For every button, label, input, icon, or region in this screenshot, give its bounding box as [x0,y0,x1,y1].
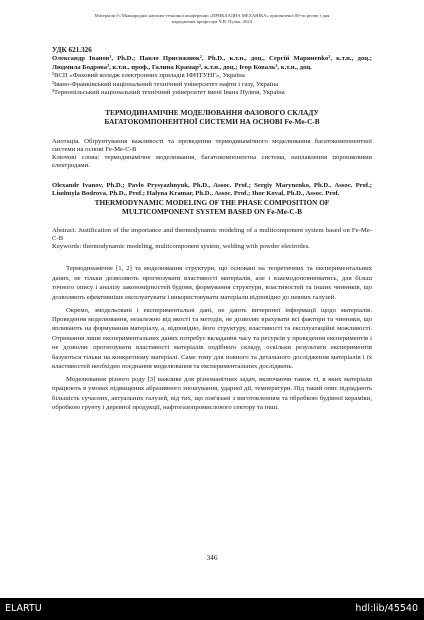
title-en-line-2: MULTICOMPONENT SYSTEM BASED ON Fe-Me-C-B [122,206,302,216]
title-ukrainian [52,109,372,127]
footer-bar [0,598,424,620]
body-text [52,264,372,412]
repository-name: ELARTU [5,603,42,614]
authors-english: Olexandr Ivanov, Ph.D.; Pavlo Prysyazhnyuk, Ph.D., Assoc. Prof.; Sergiy Marynenko, Ph.D., Assoc. Prof.; Liudmyla Bodrova, Ph.D., Prof.; Halyna Kramar, Ph.D., Assoc. Prof.; Ihor Koval, Ph.D., Assoc. Prof. [52,181,372,198]
abstract-ukrainian: Анотація. Обґрунтування важливості та проведення термодинамічного моделювання багатокомпонентної системи на основі Fe-Me-C-B [52,137,372,153]
handle-identifier: hdl:lib/45540 [355,603,418,614]
title-ua-line-1: ТЕРМОДИНАМІЧНЕ МОДЕЛЮВАННЯ ФАЗОВОГО СКЛАДУ [105,107,319,117]
page-number: 346 [206,553,218,562]
affiliation-1: ¹ВСП «Фаховий коледж електронних приладів ІФНТУНГ», Україна [52,72,245,80]
body-paragraph-3: Моделювання різного роду [3] важливе для різноманітних задач, включаючи також ті, в яких матеріали працюють в умовах підвищених абразивного зношування, ударної дії, температури. Під такий опис підпадають більшість сучасних, актуальних галузей, від тих, що пов'язані з виготовленням та обробкою будівної кераміки, обробкою грунту і деревної продукції, нафтогазопромислового сектору та інші. [52,376,372,412]
header-line-1: Матеріали I-і Міжнародної науково-технічної конференції «ПРИКЛАДНА МЕХАНІКА» присвяченої 80-ти річчю з дня [94,13,330,18]
keywords-ukrainian: Ключові слова: термодинамічне моделювання, багатокомпонентна система, наплавлення порошковими електродами. [52,154,372,170]
title-english [52,199,372,217]
affiliation-2: ²Івано-Франківський національний технічний університет нафти і газу, Україна [52,80,279,88]
body-paragraph-2: Окремо, змодельовані і експериментальні дані, не дають вичерпної інформації щодо матеріалів. Проведення моделювання, незалежно від якості та методів, не дозволяє врахувати всі фактори та чинники, що впливають на формування матеріалу, а, відповідно, його структуру, властивості та експлуатаційні можливості. Отримання лише експериментальних даних потребує вкладання часу та ресурсів у проведення експериментів і не дозволяє прогнозувати властивості матеріалів подібного складу, оскільки результати експериментів базуються тільки на конкретному матеріалі. Саме тому для повного та детального дослідження матеріалів і їх властивостей необхідно поєднання моделювання та експериментальних досліджень. [52,306,372,371]
title-ua-line-2: БАГАТОКОМПОНЕНТНОЇ СИСТЕМИ НА ОСНОВІ Fe-Me-C-B [104,116,320,126]
article-content [52,46,372,416]
udk-code: УДК 621.326 [52,46,92,54]
title-en-line-1: THERMODYNAMIC MODELING OF THE PHASE COMPOSITION OF [94,197,330,207]
abstract-english: Abstract. Justification of the importance and thermodynamic modeling of a multicomponent system based on Fe-Me-C-B [52,226,372,242]
conference-header [44,13,380,24]
authors-ukrainian: Олександр Іванов¹, Ph.D.; Павло Присяжнюк², Ph.D., к.т.н., доц., Сергій Маринenko³, к.т.н., доц.; Людмила Бодрова³, к.т.н., проф., Галина Крамар³, к.т.н., доц.; Ігор Коваль³, к.т.н., доц. [52,55,372,71]
header-line-2: народження професора Ч.В. Пулки, 2024 [171,18,252,24]
affiliation-3: ³Тернопільський національний технічний університет імені Івана Пулюя, Україна [52,89,285,97]
body-paragraph-1: Термодинамічне [1, 2] та моделювання структури, що основані на теоретичних та експериментальних даних, не тільки дозволяють прогнозувати властивості матеріалів, але і взаємодоповнюватись, для більш точного опису і аналізу закономірностей будови, формування структури, властивостей та інших чинників, що дозволяють ефективніше експлуатувати і використовувати матеріали відповідно до певних галузей. [52,265,372,301]
keywords-english: Keywords: thermodynamic modeling, multicomponent system, welding with powder electrodes. [52,243,310,251]
abstract-block-ukrainian [52,138,372,171]
abstract-block-english [52,227,372,252]
